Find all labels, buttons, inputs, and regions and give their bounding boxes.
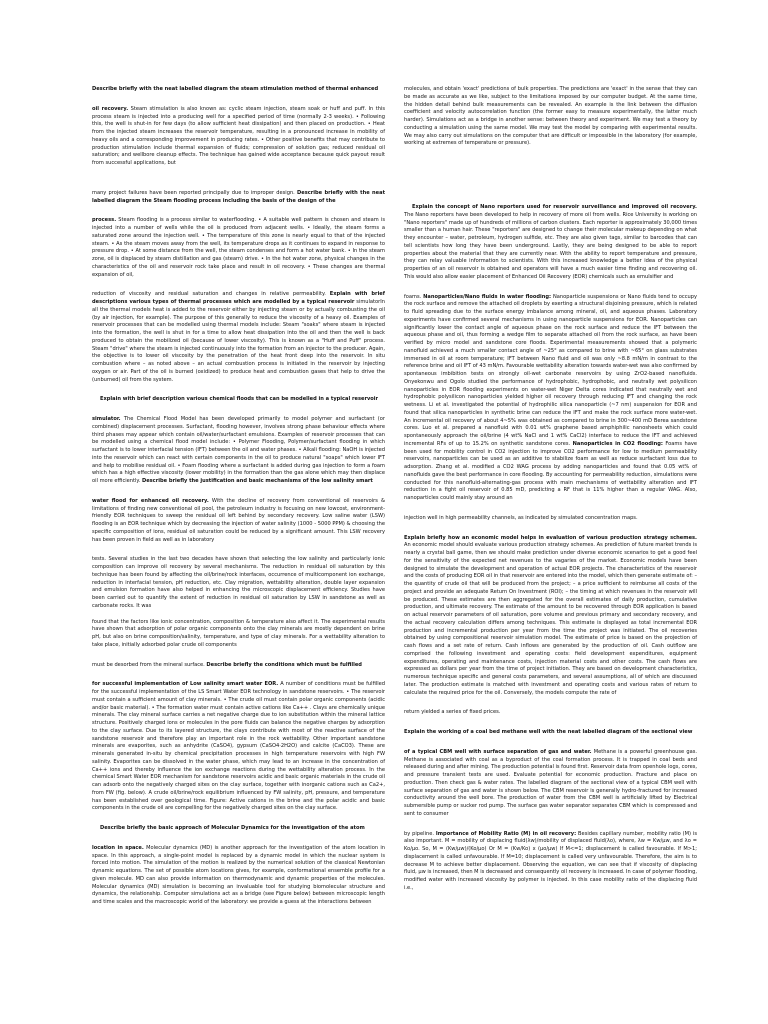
paragraph xyxy=(404,515,697,523)
paragraph-gap xyxy=(404,282,697,294)
paragraph-gap xyxy=(92,486,385,498)
heading-text: simulator. xyxy=(92,416,121,422)
body-text: Molecular dynamics (MD) is another approach for the investigation of the atom location in space. In this approach, a single-point model is replaced by a dynamic model in which the nuclear system is forced into motion. The simulation of the motion is realized by the numerical solution of the classical Newtonian dynamic equations. The set of possible atom locations gives, for example, conformational ensemble profile for a given molecule. MD can also provide information on thermodynamic and dynamic properties of the molecules. Molecular dynamics (MD) simulation is becoming an invaluable tool for studying biomolecular structure and dynamics, the relationship. Computer simulations act as a bridge (see Figure below) between microscopic length and time scales and the macroscopic world of the laboratory: we provide a guess at the interactions between xyxy=(92,844,386,905)
paragraph-gap xyxy=(404,503,697,515)
body-text: Besides capillary number, mobility ratio (M) is also important. M = mobility of displacing fluid(λw)/mobility of displaced fluid(λo), where, λw = Kw/μw, and λo = Ko/μo. So, M = (Kw/μw)/(Ko/μo) Or M = (Kw/Ko) x (μo/μw) If M<=1; displacement is called favourable. If M>1; displacement is called unfavourable. If M=10; displacement is called very unfavourable. Therefore, the aim is to decrease M to achieve better displacement. Observing the equation, we can see that if viscosity of displacing fluid, μw is increased, then M is decreased and consequently oil recovery is increased. In case of polymer flooding, modified water with increased viscosity by polymer is injected. In this case mobility ratio of the displacing fluid i.e., xyxy=(404,830,698,891)
paragraph xyxy=(404,749,697,819)
heading-text: Explain with brief description various chemical floods that can be modelled in a typical reservoir xyxy=(100,396,379,403)
paragraph-gap xyxy=(92,205,385,217)
heading-text: Explain the working of a coal bed methane well with the neat labelled diagram of the sectional view xyxy=(404,729,693,735)
paragraph-gap xyxy=(92,813,385,825)
paragraph xyxy=(92,416,385,486)
heading-text: Describe briefly with the neat labelled diagram the Steam flooding process including the basis of the design of the xyxy=(92,189,386,204)
paragraph-gap xyxy=(92,168,385,190)
paragraph-gap xyxy=(92,833,385,845)
paragraph xyxy=(92,86,385,94)
heading-text: Describe briefly the conditions which must be fulfilled xyxy=(206,661,362,668)
heading-text: location in space. xyxy=(92,844,144,851)
heading-text: oil recovery. xyxy=(92,105,129,112)
paragraph xyxy=(404,86,697,148)
paragraph xyxy=(92,190,385,206)
paragraph xyxy=(404,831,697,893)
body-text: Steam stimulation is also known as: cyclic steam injection, steam soak or huff and puff. In this process steam is injected into a producing well for a specified period of time (normally 2-3 weeks). • Following this, the well is shut-in for few days (to allow sufficient heat dissipation) and then placed on production. • Heat from the injected steam increases the reservoir temperature, resulting in a pronounced increase in mobility of heavy oils and a corresponding improvement in producing rates. • Other positive benefits that may contribute to production stimulation include thermal expansion of fluids; compression of solution gas; reduced residual oil saturation; and wellbore cleanup effects. The technique has gained wide acceptance because quick payout result from successful applications, but xyxy=(92,105,386,166)
paragraph-gap xyxy=(92,544,385,556)
paragraph xyxy=(92,217,385,279)
heading-text: Nanoparticles in CO2 flooding: xyxy=(572,440,663,447)
paragraph-gap xyxy=(404,148,697,170)
paragraph-gap xyxy=(92,611,385,619)
paragraph xyxy=(92,825,385,833)
body-text: by pipeline. xyxy=(404,830,436,837)
paragraph xyxy=(92,106,385,168)
heading-text: Explain briefly how an economic model helps in evaluation of various production strategy schemes. xyxy=(404,534,697,541)
paragraph-gap xyxy=(404,192,697,204)
body-text: simulatorIn all the thermal models heat is added to the reservoir either by injecting steam or by actually combusting the oil (by air injection, for example). The purpose of this generally to reduce the viscosity of a heavy oil. Examples of reservoir processes that can be modelled using thermal models include: Steam "soaks" where steam is injected into the formation, the well is shut in for a time to allow heat dissipation into the oil and then the well is back produced to obtain the mobilized oil (because of lower viscosity). This is known as a "Huff and Puff" process. Steam "drive" where the steam is injected continuously into the formation from an injector to the producer. Again, the objective is to lower oil viscosity by the penetration of the heat front deep into the reservoir. In situ combustion where – as noted above – an actual combustion process is initiated in the reservoir by injecting oxygen or air. Part of the oil is burned (oxidized) to produce heat and combustion gases that help to drive the (unburned) oil from the system. xyxy=(92,299,385,383)
paragraph xyxy=(92,291,385,384)
left-column xyxy=(92,86,385,907)
heading-text: Describe briefly with the neat labelled diagram the steam stimulation method of thermal enhanced xyxy=(92,86,379,92)
paragraph-gap xyxy=(92,669,385,681)
body-text: Foams have been used for mobility control in CO2 injection to improve CO2 performance for low to medium permeability reservoirs, nanoparticles can be used as an additive to stabilize foam as well as reduce surfactant loss due to adsorption. Zhang et al. modified a CO2 WAG process by adding nanoparticles and found that 0.05 wt% of nanofluids gave the best performance in core flooding. By accounting for permeability reduction, simulations were conducted for this nanofluid-alternating-gas process with main mechanisms of wettability alteration and IFT reduction in a fight oil reservoir of 0.85 mD, predicting a RF that is 11% higher than a regular WAG. Also, nanoparticles could mainly stay around an xyxy=(404,440,697,501)
paragraph xyxy=(92,619,385,650)
body-text: The Chemical Flood Model has been developed primarily to model polymer and surfactant (or combined) displacement processes. Surfactant, flooding however, involves strong phase behaviour effects where third phases may appear which contain oil/water/surfactant emulsions. Examples of reservoir processes that can be modelled using a chemical flood model include: • Polymer Flooding, Polymer/surfactant flooding in which surfactant is to lower interfacial tension (IFT) between the oil and water phases. • Alkali flooding: NaOH is injected into the reservoir which can react with certain components in the oil to produce natural "soaps" which lower IFT and help to mobilise residual oil. • Foam flooding where a surfactant is added during gas injection to form a foam which has a high effective viscosity (lower mobility) in the formation than the gas alone which may then displace oil more efficiently. xyxy=(92,416,385,484)
paragraph xyxy=(92,681,385,813)
paragraph-gap xyxy=(404,819,697,831)
heading-text: Describe briefly the justification and basic mechanisms of the low salinity smart xyxy=(141,478,373,484)
heading-text: Explain with brief descriptions various types of thermal processes which are modelled by a typical reservoir xyxy=(92,291,385,305)
body-text: A number of conditions must be fulfilled for the successful implementation of the LS Smart Water EOR technology in sandstone reservoirs. • The reservoir must contain a sufficient amount of clay minerals. • The crude oil must contain polar organic components (acidic and/or basic material). • The formation water must contain active cations like Ca++ . Clays are chemically unique minerals. The clay mineral surface carries a net negative charge due to ion substitution within the mineral lattice structure. Positively charged ions or molecules in the pore fluids can balance the negative charges by adsorption to the clay surface. Due to its layered structure, the clays contribute with most of the reactive surface of the sandstone reservoir and therefore play an important role in the rock wettability. Other important sandstone minerals are evaporites, such as anhydrite (CaSO4), gypsum (CaSO4·2H2O) and calcite (CaCO3). These are minerals generated in-situ by chemical precipitation processes in high temperature reservoirs with high FW salinity. Evaporites can be dissolved in the water phase, which may lead to an increase in the concentration of Ca++ ions and thereby influence the ion exchange reactions during the wettability alteration process. In the chemical Smart Water EOR mechanism for sandstone reservoirs acidic and basic organic materials in the crude oil can adsorb onto the negatively charged sites on the clay surface, together with inorganic cations such as Ca2+, from FW (fig. below). A crude oil/brine/rock equilibrium influenced by FW salinity, pH, pressure, and temperature has been established over geological time. Figure: Active cations in the brine and the polar acidic and basic components in the crude oil are compelling for the negatively charged sites on the clay surface. xyxy=(92,681,385,812)
paragraph xyxy=(92,396,385,404)
paragraph xyxy=(404,294,697,503)
paragraph xyxy=(404,709,697,717)
heading-text: for successful implementation of Low salinity smart water EOR. xyxy=(92,681,279,688)
body-text: found that the factors like ionic concentration, composition & temperature also affect it. The experimental results have shown that adsorption of polar organic components onto the clay minerals are mostly dependent on brine pH, but also on brine composition/salinity, temperature, and type of clay minerals. For a wettability alteration to take place, initially adsorbed polar crude oil components xyxy=(92,618,385,648)
heading-text: Explain the concept of Nano reporters used for reservoir surveillance and improved oil recovery. xyxy=(412,204,697,210)
paragraph xyxy=(404,535,697,698)
heading-text: Describe briefly the basic approach of Molecular Dynamics for the investigation of the atom xyxy=(100,825,365,831)
paragraph-gap xyxy=(92,650,385,662)
paragraph xyxy=(92,556,385,610)
paragraph-gap xyxy=(404,523,697,535)
paragraph-gap xyxy=(404,170,697,192)
paragraph-gap xyxy=(92,384,385,396)
paragraph-gap xyxy=(92,94,385,106)
body-text: injection well in high permeability channels, as indicated by simulated concentration maps. xyxy=(404,514,638,521)
body-text: must be desorbed from the mineral surface. xyxy=(92,661,207,668)
body-text: foams. xyxy=(404,293,424,300)
body-text: With the decline of recovery from conventional oil reservoirs & limitations of finding new conventional oil pool, the petroleum industry is focusing on new lowcost, environment-friendly EOR techniques to sweep the residual oil left behind by secondary recovery. Low saline water (LSW) flooding is an EOR technique which by decreasing the injection of water salinity (1000 - 5000 PPM) & choosing the specific composition of ions, residual oil saturation could be reduced by a significant amount. This LSW recovery has been proven in field as well as in laboratory xyxy=(92,497,385,543)
body-text: Methane is a powerful greenhouse gas. Methane is associated with coal as a byproduct of the coal formation process. It is trapped in coal beds and released during and after mining. The production potential is found first. Reservoir data from openhole logs, cores, and pressure transient tests are used. Evaluate potential for economic production. Fracture and place on production. Then check gas & water rates. The labelled diagram of the sectional view of a typical CBM well with surface separation of gas and water is shown below. The CBM reservoir is generally hydro-fractured for increased conductivity around the well bore. The production of water from the CBM well is artificially lifted by Electrical submersible pump or sucker rod pump. The surface gas water separator separates CBM which is compressed and sent to consumer xyxy=(404,748,697,817)
paragraph xyxy=(404,729,697,737)
paragraph xyxy=(92,662,385,670)
body-text: tests. Several studies in the last two decades have shown that selecting the low salinity and particularly ionic composition can improve oil recovery by several mechanisms. The reduction in residual oil saturation by this technique has been found by affecting the oil/brine/rock interfaces, occurrence of multicomponent ion exchange, reduction in interfacial tension, pH reduction, etc. Clay migration, wettability alteration, double layer expansion and emulsion formation have also helped in enhancing the microscopic displacement efficiency. Studies have been carried out to quantify the extent of reduction in residual oil saturation by LSW in sandstone as well as carbonate rocks. It was xyxy=(92,556,385,609)
paragraph xyxy=(92,498,385,545)
heading-text: Importance of Mobility Ratio (M) in oil recovery: xyxy=(435,830,577,837)
body-text: reduction of viscosity and residual saturation and changes in relative permeability. xyxy=(92,291,330,298)
heading-text: Nanoparticles/Nano fluids in water flooding: xyxy=(423,293,552,300)
paragraph xyxy=(404,204,697,282)
body-text: An economic model should evaluate various production strategy schemes. As prediction of future market trends is nearly a crystal ball game, then we should make prediction under diverse economic scenarios to get a good feel for the sensitivity of the expected net revenues to the vagaries of the market. Economic models have been designed to simulate the development and operation of actual EOR projects. The characteristics of the reservoir and the costs of producing EOR oil in that reservoir are entered into the model, which then generate estimate of: – the quantity of crude oil that will be produced from the project; – a price sufficient to reimburse all costs of the project and provide an adequate Return On Investment (ROI); – the timing at which revenues in the reservoir will be produced. These estimates are then aggregated for the overall estimates of daily production, cumulative production, and ultimate recovery. The estimate of the amount to be recovered through EOR application is based on actual reservoir parameters of oil saturation, pore volume and previous primary and secondary recovery, and the actual recovery calculation differs among techniques. This estimate is displayed as total incremental EOR production and incremental production per year from the time the project was initiated. The oil recoveries obtained by using compositional reservoir simulation model. The estimate of price is based on the projection of cash flows and a set rate of return. Cash inflows are generated by the production of oil. Cash outflow are comprised the following investment and operating costs: field development expenditures, equipment expenditures, operating and maintenance costs, injection material costs and other costs. The cash flows are expressed as dollars per year from the time of project initiation. They are based on development characteristics, numerous technique specific and general costs parameters, and several assumptions, all of which are discussed later. The production estimate is matched with investment and operating costs and various rates of return to calculate the required price for the oil. Conversely, the models compute the rate of xyxy=(404,542,697,696)
paragraph-gap xyxy=(404,697,697,709)
heading-text: process. xyxy=(92,217,117,224)
body-text: molecules, and obtain 'exact' predictions of bulk properties. The predictions are 'exact' in the sense that they can be made as accurate as we like, subject to the limitations imposed by our computer budget. At the same time, the hidden detail behind bulk measurements can be revealed. An example is the link between the diffusion coefficient and velocity autocorrelation function (the former easy to measure experimentally, the latter much harder). Simulations act as a bridge in another sense: between theory and experiment. We may test a theory by conducting a simulation using the same model. We may test the model by comparing with experimental results. We may also carry out simulations on the computer that are difficult or impossible in the laboratory (for example, working at extremes of temperature or pressure). xyxy=(404,86,697,147)
right-column xyxy=(404,86,697,893)
body-text: The Nano reporters have been developed to help in recovery of more oil from wells. Rice University is working on "Nano reporters" made up of hundreds of millions of carbon clusters. Each reporter is approximately 30,000 times smaller than a human hair. These "reporters" are designed to change their molecular makeup depending on what they encounter – water, petroleum, hydrogen sulfide, etc. They are also given tags, similar to barcodes that can tell scientists how long they have been underground. Lastly, they are being designed to be able to report properties about the material that they are currently near. With the ability to report temperature and pressure, they can relay valuable information to scientists. With this increased knowledge a better idea of the physical properties of an oil reservoir is obtained and operators will have a much easier time finding and recovering oil. This would also allow easier placement of Enhanced Oil Recovery (EOR) chemicals such as emulsifier and xyxy=(404,211,697,280)
paragraph xyxy=(92,845,385,907)
paragraph-gap xyxy=(404,717,697,729)
paragraph-gap xyxy=(92,404,385,416)
paragraph-gap xyxy=(404,737,697,749)
paragraph-gap xyxy=(92,279,385,291)
body-text: return yielded a series of fixed prices. xyxy=(404,709,501,716)
heading-text: of a typical CBM well with surface separation of gas and water. xyxy=(404,748,592,755)
body-text: Steam flooding is a process similar to waterflooding. • A suitable well pattern is chosen and steam is injected into a number of wells while the oil is produced from adjacent wells. • Ideally, the steam forms a saturated zone around the injection well. • The temperature of this zone is nearly equal to that of the injected steam. • As the steam moves away from the well, its temperature drops as it continues to expand in response to pressure drop. • At some distance from the well, the steam condenses and form a hot water bank. • In the steam zone, oil is displaced by steam distillation and gas (steam) drive. • In the hot water zone, physical changes in the characteristics of the oil and reservoir rock take place and result in oil recovery. • These changes are thermal expansion of oil, xyxy=(92,217,385,278)
heading-text: water flood for enhanced oil recovery. xyxy=(92,497,209,504)
body-text: Nanoparticle suspensions or Nano fluids tend to occupy the rock surface and remove the attached oil droplets by exerting a structural disjoining pressure, which is related to fluid spreading due to the surface energy imbalance among mineral, oil, and aqueous phases. Laboratory experiments have confirmed several mechanisms in using nanoparticle suspensions for EOR. Nanoparticles can significantly lower the contact angle of aqueous phase on the rock surface and reduce the IFT between the aqueous phase and oil, thus forming a wedge film to separate attached oil from the rock surface, as have been verified by micro model and sandstone core floods. Experimental measurements showed that a polymeric nanofluid achieved a much smaller contact angle of ~25° as compared to brine with ~65° on glass substrates immersed in oil at room temperature; IFT between Nano fluid and oil was only ~8.8 mN/m in contrast to the reference brine and oil IFT of 43 mN/m. Favourable wettability alteration towards water-wet was also confirmed by spontaneous imbibition tests on strongly oil-wet carbonate reservoirs by using ZrO2-based nanofluids. Onyekonwu and Ogolo studied the performance of hydrophobic, hydrophobic, and neutrally wet polysilicon nanoparticles in EOR flooding experiments on water-wet Niger Delta cores indicated that neutrally wet and hydrophobic polysilicon nanoparticles yielded higher oil recovery through reducing IFT and changing the rock wetness. Li et al. investigated the potential of hydrophilic silica nanoparticle (~7 nm) suspension for EOR and found that silica nanoparticles in synthetic brine can reduce the IFT and make the rock surface more water-wet. An incremental oil recovery of about 4~5% was obtained as compared to brine in 300~400 mD Berea sandstone cores. Luo et al. prepared a nanofluid with 0.01 wt% graphene based amphiphilic nanosheets which could spontaneously approach the oil/brine (4 wt% NaCl and 1 wt% CaCl2) interface to reduce the IFT and achieved incremental RFs of up to 15.2% on synthetic sandstone cores. xyxy=(404,293,697,447)
body-text: many project failures have been reported principally due to improper design. xyxy=(92,189,298,196)
